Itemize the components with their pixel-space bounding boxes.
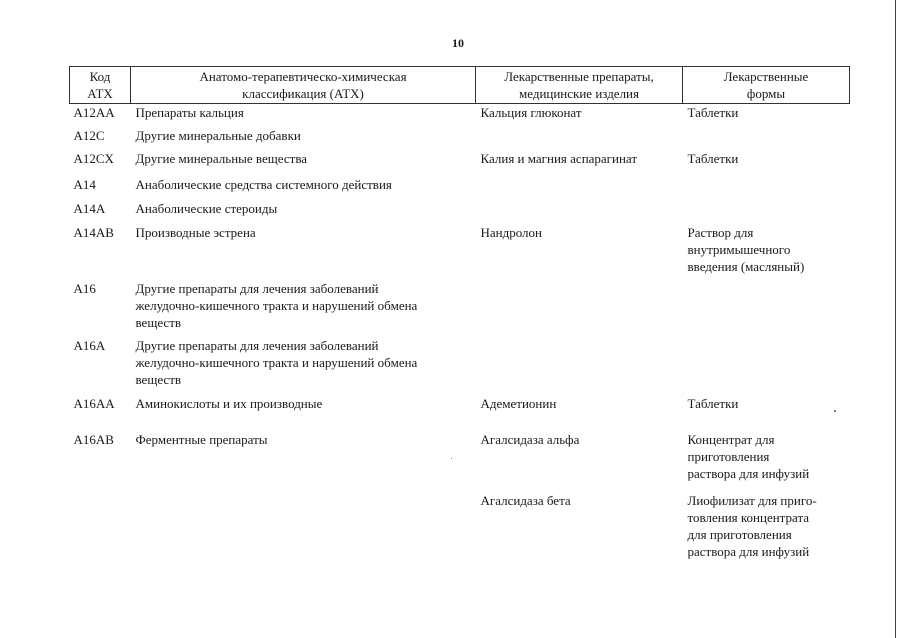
header-code: Код АТХ bbox=[70, 67, 131, 104]
row-drug bbox=[476, 200, 683, 224]
row-form bbox=[683, 200, 850, 224]
table-row bbox=[70, 280, 850, 337]
row-drug bbox=[476, 176, 683, 200]
header-classification: Анатомо-терапевтическо-химическая классификация (АТХ) bbox=[131, 67, 476, 104]
table-row bbox=[70, 176, 850, 200]
table-row bbox=[70, 492, 850, 564]
row-form bbox=[683, 176, 850, 200]
row-classification: Препараты кальция bbox=[135, 105, 244, 120]
row-classification: Анаболические стероиды bbox=[135, 200, 278, 216]
row-classification bbox=[131, 492, 476, 564]
row-code bbox=[70, 492, 131, 564]
scan-speck bbox=[451, 458, 452, 459]
table-row bbox=[70, 104, 850, 127]
header-drug: Лекарственные препараты, медицинские изделия bbox=[476, 67, 683, 104]
row-classification: Производные эстрена bbox=[135, 224, 256, 240]
table-header-row bbox=[70, 67, 850, 104]
row-classification: Другие препараты для лечения заболеваний желудочно-кишечного тракта и нарушений обмена веществ bbox=[135, 280, 418, 330]
row-form: Раствор для внутримышечного введения (масляный) bbox=[687, 224, 805, 274]
row-form: Таблетки bbox=[687, 150, 739, 166]
row-form bbox=[683, 337, 850, 395]
table-row bbox=[70, 337, 850, 395]
row-drug bbox=[476, 127, 683, 150]
row-code: A12C bbox=[73, 127, 105, 143]
row-drug: Нандролон bbox=[480, 224, 543, 240]
row-classification: Другие минеральные вещества bbox=[135, 150, 308, 166]
row-code: A14AB bbox=[73, 224, 114, 240]
row-code: A16AA bbox=[73, 395, 115, 411]
row-drug bbox=[476, 337, 683, 395]
row-classification: Другие препараты для лечения заболеваний желудочно-кишечного тракта и нарушений обмена веществ bbox=[135, 337, 418, 387]
row-code: A12AA bbox=[73, 105, 115, 120]
row-form: Концентрат для приготовления раствора для инфузий bbox=[687, 431, 810, 481]
table-row bbox=[70, 127, 850, 150]
row-code: A16A bbox=[73, 337, 106, 353]
row-drug: Адеметионин bbox=[480, 395, 557, 411]
page-number: 10 bbox=[452, 36, 464, 50]
atc-table bbox=[69, 66, 850, 564]
row-code: A16AB bbox=[73, 431, 114, 447]
row-code: A16 bbox=[73, 280, 96, 296]
row-form bbox=[683, 280, 850, 337]
table-row bbox=[70, 200, 850, 224]
row-form: Таблетки bbox=[687, 105, 739, 120]
row-form bbox=[683, 127, 850, 150]
row-code: A14A bbox=[73, 200, 106, 216]
row-classification: Ферментные препараты bbox=[135, 431, 268, 447]
row-form: Таблетки bbox=[687, 395, 739, 411]
row-drug: Кальция глюконат bbox=[480, 105, 582, 120]
row-form: Лиофилизат для приго- товления концентрата для приготовления раствора для инфузий bbox=[687, 492, 817, 559]
table-row bbox=[70, 431, 850, 492]
row-drug: Калия и магния аспарагинат bbox=[480, 150, 638, 166]
table-row bbox=[70, 395, 850, 431]
row-classification: Анаболические средства системного действия bbox=[135, 176, 392, 192]
row-drug: Агалсидаза бета bbox=[480, 492, 571, 508]
table-row bbox=[70, 150, 850, 176]
table-body bbox=[70, 104, 850, 564]
row-drug: Агалсидаза альфа bbox=[480, 431, 580, 447]
scan-speck bbox=[834, 410, 836, 412]
row-code: A12CX bbox=[73, 150, 114, 166]
table-row bbox=[70, 224, 850, 280]
row-code: A14 bbox=[73, 176, 96, 192]
header-form: Лекарственные формы bbox=[683, 67, 850, 104]
row-classification: Другие минеральные добавки bbox=[135, 127, 301, 143]
row-drug bbox=[476, 280, 683, 337]
row-classification: Аминокислоты и их производные bbox=[135, 395, 323, 411]
